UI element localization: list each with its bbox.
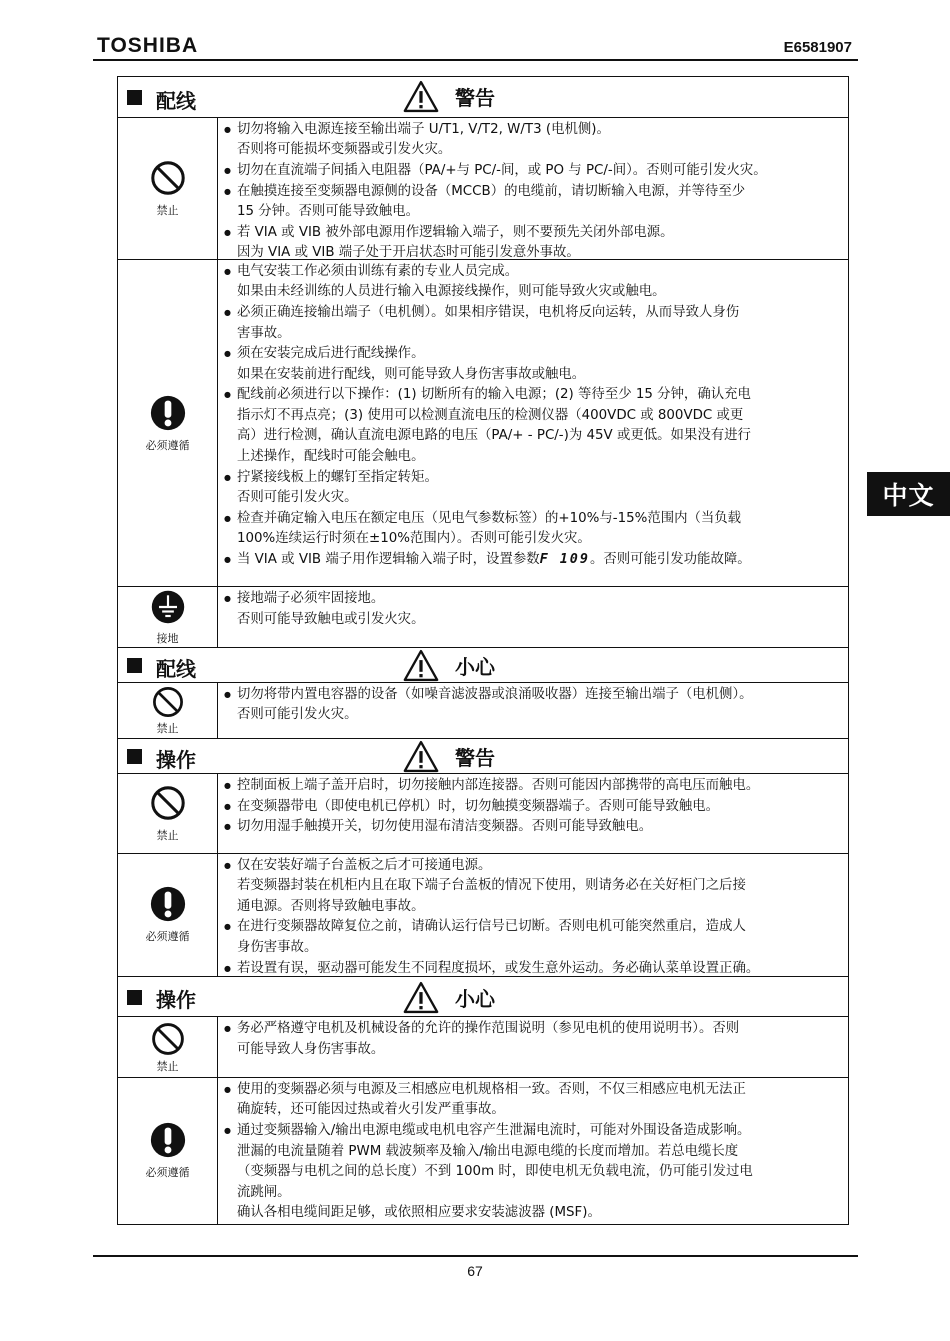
- bullet-item: ● 切勿用湿手触摸开关，切勿使用湿布清洁变频器。否则可能导致触电。: [224, 817, 844, 838]
- bullet-continuation: 因为 VIA 或 VIB 端子处于开启状态时可能引发意外事故。: [237, 245, 580, 261]
- bullet-continuation: 否则可能引发火灾。: [237, 490, 358, 506]
- bullet-continuation: 害事故。: [237, 325, 291, 341]
- bullet-item: ● 若 VIA 或 VIB 被外部电源用作逻辑输入端子，则不要预先关闭外部电源。: [224, 223, 844, 244]
- prohibited-icon-cell: [118, 774, 218, 852]
- instruction-text: [218, 260, 848, 587]
- bullet-item: ● 务必严格遵守电机及机械设备的允许的操作范围说明（参见电机的使用说明书）。否则: [224, 1019, 844, 1040]
- section-marker: [127, 90, 142, 105]
- bullet-continuation: 否则将可能损坏变频器或引发火灾。: [237, 142, 452, 158]
- bullet-continuation: 流跳闸。: [237, 1184, 291, 1200]
- instruction-text: [218, 854, 848, 976]
- bullet-continuation: 身伤害事故。: [237, 939, 318, 955]
- bullet-continuation: 可能导致人身伤害事故。: [237, 1041, 385, 1057]
- section-marker: [127, 749, 142, 764]
- page-number: 67: [467, 1263, 483, 1279]
- bullet-continuation: （变频器与电机之间的总长度）不到 100m 时，即使电机无负载电流，仍可能引发过电: [237, 1164, 753, 1180]
- bullet-item: ● 配线前必须进行以下操作：(1) 切断所有的输入电源；(2) 等待至少 15 分钟，确认充电: [224, 385, 844, 406]
- icon-label: 禁止: [156, 203, 179, 217]
- signal-word-group: [403, 80, 495, 113]
- bullet-item: ● 在进行变频器故障复位之前，请确认运行信号已切断。否则电机可能突然重启，造成人: [224, 917, 844, 938]
- mandatory-row: [118, 1078, 848, 1224]
- prohibited-circle-icon: [149, 784, 187, 822]
- signal-word-group: [403, 740, 495, 773]
- bullet-item: ● 切勿将带内置电容器的设备（如噪音滤波器或浪涌吸收器）连接至输出端子（电机侧）。: [224, 685, 844, 706]
- bullet-item: ● 在触摸连接至变频器电源侧的设备（MCCB）的电缆前，请切断输入电源，并等待至少: [224, 182, 844, 203]
- signal-word-group: [403, 981, 495, 1014]
- document-number: E6581907: [783, 39, 852, 56]
- prohibited-icon-cell: [118, 683, 218, 739]
- mandatory-exclamation-icon: [149, 885, 187, 923]
- instruction-text: [218, 118, 848, 259]
- bullet-continuation: 100%连续运行时须在±10%范围内）。否则可能引发火灾。: [237, 531, 591, 547]
- icon-label: 必须遵循: [145, 1166, 190, 1180]
- bullet-continuation: 确旋转，还可能因过热或着火引发严重事故。: [237, 1102, 505, 1118]
- signal-word: 小心: [455, 654, 495, 679]
- bullet-item: ● 电气安装工作必须由训练有素的专业人员完成。: [224, 262, 844, 283]
- bullet-item: [224, 550, 844, 571]
- ground-icon-cell: [118, 587, 218, 647]
- prohibited-row: [118, 1017, 848, 1078]
- signal-word-group: [403, 649, 495, 682]
- bullet-text: 当 VIA 或 VIB 端子用作逻辑输入端子时，设置参数: [237, 552, 540, 568]
- signal-word: 小心: [455, 986, 495, 1011]
- bullet-continuation: 否则可能导致触电或引发火灾。: [237, 612, 425, 627]
- ground-icon: [150, 589, 186, 625]
- section-title: 操作: [156, 987, 196, 1012]
- language-tab: 中文: [867, 472, 950, 516]
- bullet-continuation: 通电源。否则将导致触电事故。: [237, 898, 425, 914]
- prohibited-circle-icon: [149, 159, 187, 197]
- bullet-item: ● 须在安装完成后进行配线操作。: [224, 344, 844, 365]
- prohibited-row: [118, 118, 848, 260]
- bullet-continuation: 如果由未经训练的人员进行输入电源接线操作，则可能导致火灾或触电。: [237, 284, 666, 300]
- bullet-continuation: 高）进行检测，确认直流电源电路的电压（PA/+ - PC/-)为 45V 或更低。如果没有进行: [237, 428, 751, 444]
- warning-triangle-icon: [403, 649, 439, 682]
- brand-logo: TOSHIBA: [97, 34, 199, 57]
- bullet-continuation: 如果在安装前进行配线，则可能导致人身伤害事故或触电。: [237, 366, 586, 382]
- section-header-operation-caution: [118, 977, 848, 1018]
- mandatory-icon-cell: [118, 1078, 218, 1224]
- footer-rule: [93, 1255, 858, 1257]
- bullet-item: ● 拧紧接线板上的螺钉至指定转矩。: [224, 468, 844, 489]
- section-title: 配线: [156, 89, 196, 113]
- prohibited-icon-cell: [118, 1017, 218, 1077]
- section-header-operation-warning: [118, 739, 848, 774]
- prohibited-row: [118, 683, 848, 740]
- icon-label: 必须遵循: [145, 930, 190, 944]
- bullet-item: ● 切勿在直流端子间插入电阻器（PA/+与 PC/-间，或 PO 与 PC/-间）。否则可能引发火灾。: [224, 161, 844, 182]
- parameter-code: F 109: [539, 552, 590, 568]
- mandatory-icon-cell: [118, 260, 218, 587]
- mandatory-icon-cell: [118, 854, 218, 976]
- instruction-text: [218, 1078, 848, 1224]
- bullet-item: ● 仅在安装好端子台盖板之后才可接通电源。: [224, 856, 844, 877]
- bullet-item: ● 使用的变频器必须与电源及三相感应电机规格相一致。否则，不仅三相感应电机无法正: [224, 1080, 844, 1101]
- bullet-continuation: 确认各相电缆间距足够，或依照相应要求安装滤波器 (MSF)。: [237, 1205, 601, 1221]
- section-marker: [127, 990, 142, 1005]
- bullet-continuation: 15 分钟。否则可能导致触电。: [237, 204, 419, 220]
- mandatory-exclamation-icon: [149, 1121, 187, 1159]
- bullet-continuation: 上述操作，配线时可能会触电。: [237, 449, 425, 465]
- instruction-text: [218, 774, 848, 852]
- section-header-wiring-warning: [118, 77, 848, 118]
- instruction-text: [218, 587, 848, 647]
- bullet-item: ● 若设置有误，驱动器可能发生不同程度损坏，或发生意外运动。务必确认菜单设置正确。: [224, 959, 844, 980]
- prohibited-icon-cell: [118, 118, 218, 259]
- prohibited-circle-icon: [151, 685, 185, 719]
- icon-label: 必须遵循: [145, 438, 190, 452]
- bullet-item: ● 控制面板上端子盖开启时，切勿接触内部连接器。否则可能因内部携带的高电压而触电。: [224, 776, 844, 797]
- bullet-continuation: 若变频器封装在机柜内且在取下端子台盖板的情况下使用，则请务必在关好柜门之后接: [237, 878, 746, 894]
- bullet-continuation: 泄漏的电流量随着 PWM 载波频率及输入/输出电源电缆的长度而增加。若总电缆长度: [237, 1143, 739, 1159]
- mandatory-row: [118, 854, 848, 977]
- warning-triangle-icon: [403, 981, 439, 1014]
- warning-triangle-icon: [403, 80, 439, 113]
- mandatory-exclamation-icon: [149, 394, 187, 432]
- header-rule: [93, 59, 858, 61]
- bullet-item: ● 检查并确定输入电压在额定电压（见电气参数标签）的+10%与-15%范围内（当负载: [224, 509, 844, 530]
- bullet-item: ● 通过变频器输入/输出电源电缆或电机电容产生泄漏电流时，可能对外围设备造成影响。: [224, 1121, 844, 1142]
- section-title: 操作: [156, 748, 196, 773]
- bullet-item: ● 必须正确连接输出端子（电机侧）。如果相序错误，电机将反向运转，从而导致人身伤: [224, 303, 844, 324]
- warning-triangle-icon: [403, 740, 439, 773]
- icon-label: 禁止: [156, 828, 179, 842]
- icon-label: 禁止: [156, 1059, 179, 1073]
- icon-label: 禁止: [156, 722, 179, 736]
- bullet-text: 。否则可能引发功能故障。: [589, 552, 751, 568]
- instruction-text: [218, 683, 848, 739]
- mandatory-row: [118, 260, 848, 588]
- signal-word: 警告: [455, 746, 495, 771]
- icon-label: 接地: [156, 631, 179, 645]
- bullet-continuation: 否则可能引发火灾。: [237, 707, 358, 723]
- bullet-item: ● 接地端子必须牢固接地。: [224, 589, 844, 610]
- bullet-item: ● 切勿将输入电源连接至输出端子 U/T1, V/T2, W/T3 (电机侧)。: [224, 120, 844, 141]
- bullet-item: ● 在变频器带电（即使电机已停机）时，切勿触摸变频器端子。否则可能导致触电。: [224, 797, 844, 818]
- bullet-continuation: 指示灯不再点亮；(3) 使用可以检测直流电压的检测仪器（400VDC 或 800VDC 或更: [237, 407, 744, 423]
- section-marker: [127, 658, 142, 673]
- safety-table: [117, 76, 849, 1225]
- section-header-wiring-caution: [118, 648, 848, 683]
- signal-word: 警告: [455, 86, 495, 110]
- instruction-text: [218, 1017, 848, 1077]
- prohibited-circle-icon: [150, 1021, 186, 1057]
- section-title: 配线: [156, 656, 196, 681]
- prohibited-row: [118, 774, 848, 853]
- ground-row: [118, 587, 848, 648]
